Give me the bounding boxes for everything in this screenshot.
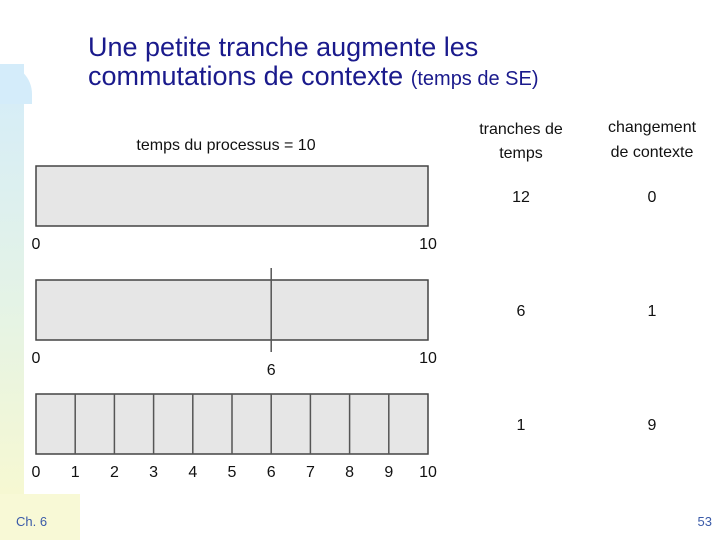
- tick-label: 4: [188, 464, 198, 481]
- quantum-header-line-2: temps: [499, 145, 543, 162]
- page-number: 53: [697, 514, 712, 529]
- footer-chapter: Ch. 6: [16, 514, 48, 529]
- tick-label: 0: [31, 236, 41, 253]
- tick-label: 3: [149, 464, 159, 481]
- timeline-bar-1: [36, 166, 428, 226]
- tick-label: 7: [305, 464, 315, 481]
- timeline-bar-2: [36, 280, 428, 340]
- tick-label: 9: [384, 464, 394, 481]
- tick-label: 6: [266, 362, 276, 379]
- tick-label: 8: [345, 464, 355, 481]
- tick-label: 1: [70, 464, 80, 481]
- quantum-value: 12: [512, 189, 530, 206]
- title-suffix: (temps de SE): [410, 68, 539, 90]
- quantum-value: 6: [516, 303, 526, 320]
- diagram-rows: [32, 166, 657, 481]
- tick-label: 5: [227, 464, 237, 481]
- tick-label: 0: [31, 350, 41, 367]
- tick-label: 10: [419, 464, 437, 481]
- title-line-1: Une petite tranche augmente les: [88, 32, 479, 62]
- switch-count-value: 0: [647, 189, 657, 206]
- switch-count-value: 9: [647, 417, 657, 434]
- switch-count-value: 1: [647, 303, 657, 320]
- tick-label: 6: [266, 464, 276, 481]
- tick-label: 0: [31, 464, 41, 481]
- tick-label: 2: [109, 464, 119, 481]
- switch-header-line-1: changement: [607, 119, 697, 136]
- switch-header-line-2: de contexte: [610, 144, 694, 161]
- title-line-2: commutations de contexte: [88, 61, 404, 91]
- quantum-header-line-1: tranches de: [479, 121, 563, 138]
- tick-label: 10: [419, 350, 437, 367]
- process-time-label: temps du processus = 10: [136, 137, 316, 154]
- tick-label: 10: [419, 236, 437, 253]
- quantum-value: 1: [516, 417, 526, 434]
